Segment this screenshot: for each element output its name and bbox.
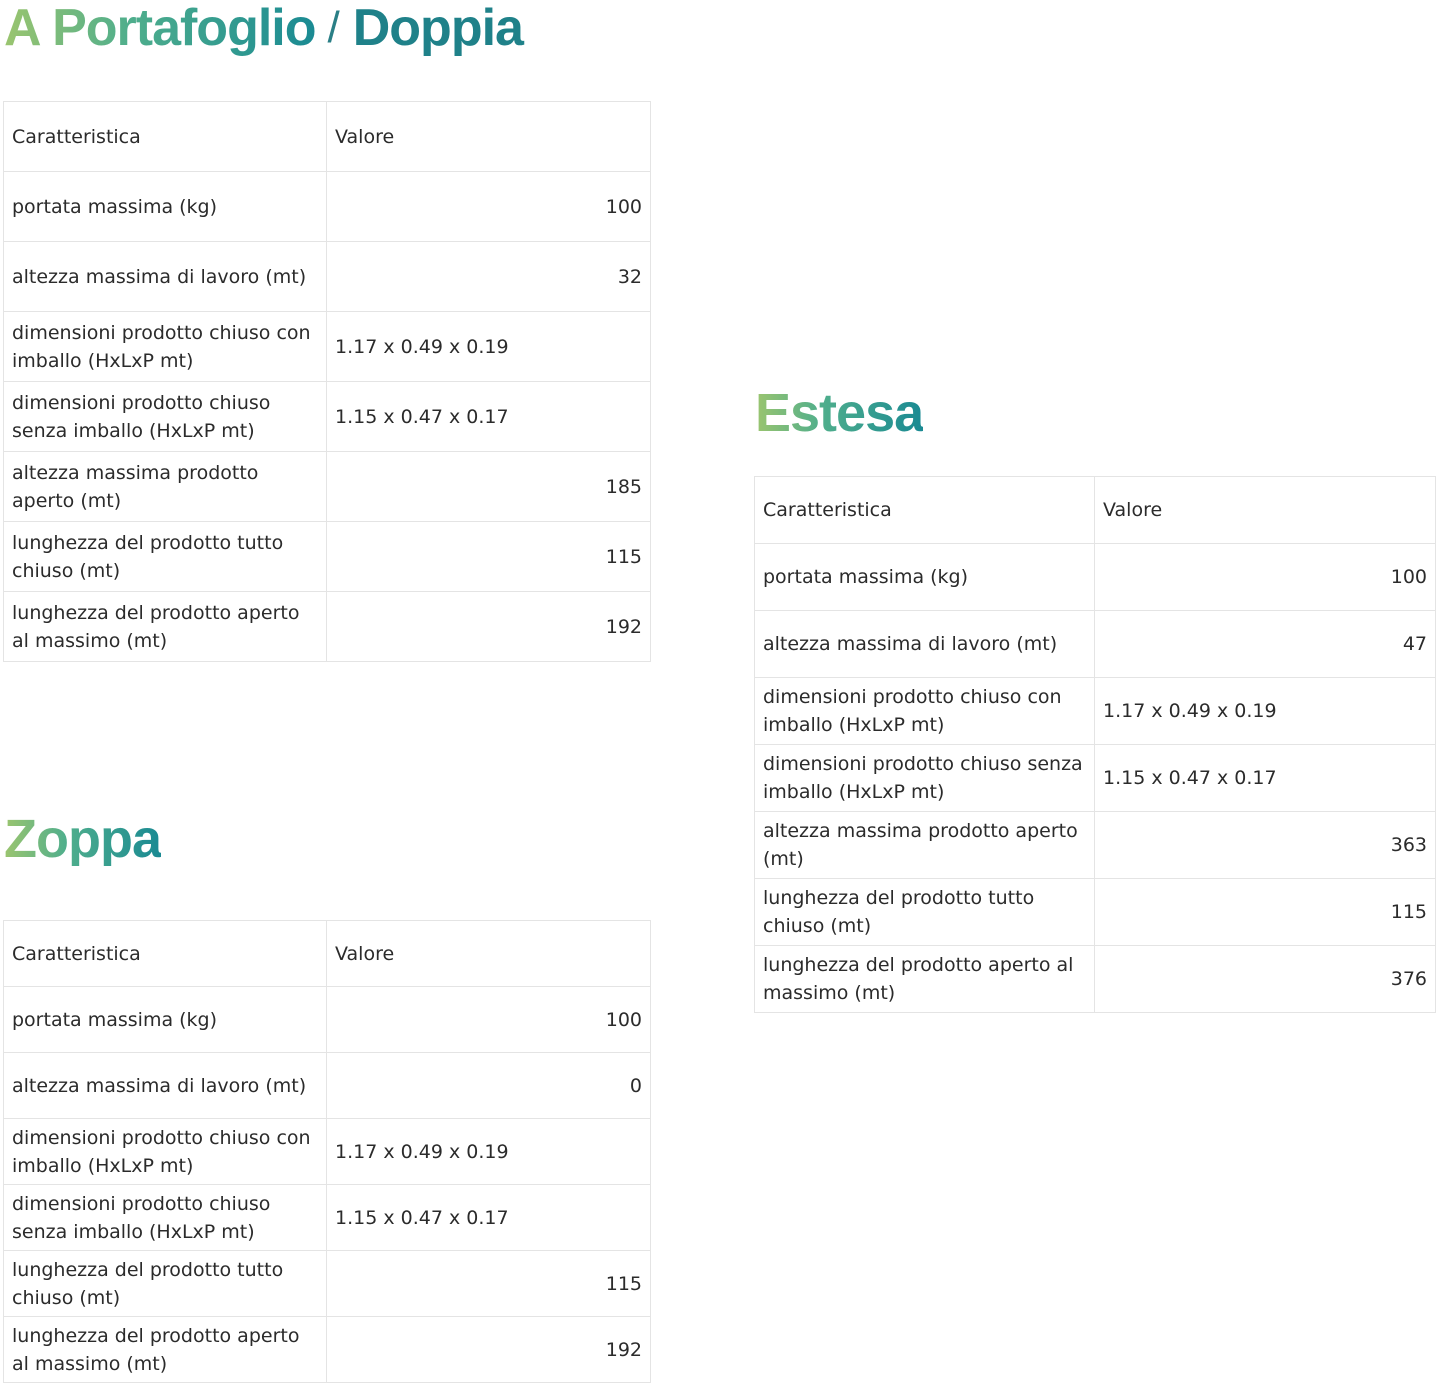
row-label: altezza massima prodotto aperto (mt) xyxy=(4,452,327,522)
table-row xyxy=(4,987,651,1053)
table-row xyxy=(4,1185,651,1251)
row-value: 0 xyxy=(327,1053,651,1119)
row-label: altezza massima di lavoro (mt) xyxy=(4,1053,327,1119)
section-title-zoppa: Zoppa xyxy=(4,809,161,869)
table-row xyxy=(4,452,651,522)
row-value: 1.17 x 0.49 x 0.19 xyxy=(327,1119,651,1185)
row-label: portata massima (kg) xyxy=(755,544,1095,611)
section-title-estesa: Estesa xyxy=(755,383,924,443)
row-label: lunghezza del prodotto aperto al massimo (mt) xyxy=(755,946,1095,1013)
row-value: 192 xyxy=(327,1317,651,1383)
row-label: dimensioni prodotto chiuso con imballo (HxLxP mt) xyxy=(4,312,327,382)
row-label: lunghezza del prodotto aperto al massimo (mt) xyxy=(4,1317,327,1383)
table-header-row xyxy=(755,477,1436,544)
spec-table-zoppa xyxy=(3,920,651,1383)
row-label: altezza massima di lavoro (mt) xyxy=(755,611,1095,678)
page-title xyxy=(4,0,523,57)
table-row xyxy=(755,611,1436,678)
row-value: 32 xyxy=(327,242,651,312)
row-label: altezza massima prodotto aperto (mt) xyxy=(755,812,1095,879)
row-value: 100 xyxy=(327,172,651,242)
row-value: 1.17 x 0.49 x 0.19 xyxy=(1095,678,1436,745)
row-value: 376 xyxy=(1095,946,1436,1013)
table-header-row xyxy=(4,102,651,172)
row-label: lunghezza del prodotto tutto chiuso (mt) xyxy=(4,522,327,592)
row-value: 115 xyxy=(1095,879,1436,946)
column-header-valore: Valore xyxy=(1095,477,1436,544)
page-title-prefix: A Portafoglio xyxy=(4,0,316,57)
row-value: 1.17 x 0.49 x 0.19 xyxy=(327,312,651,382)
table-row xyxy=(4,1119,651,1185)
table-header-row xyxy=(4,921,651,987)
row-label: dimensioni prodotto chiuso senza imballo (HxLxP mt) xyxy=(4,382,327,452)
row-label: lunghezza del prodotto tutto chiuso (mt) xyxy=(4,1251,327,1317)
column-header-valore: Valore xyxy=(327,921,651,987)
table-row xyxy=(755,946,1436,1013)
table-row xyxy=(4,382,651,452)
table-row xyxy=(4,592,651,662)
row-label: lunghezza del prodotto tutto chiuso (mt) xyxy=(755,879,1095,946)
spec-table-estesa xyxy=(754,476,1436,1013)
row-value: 100 xyxy=(1095,544,1436,611)
row-value: 115 xyxy=(327,522,651,592)
column-header-valore: Valore xyxy=(327,102,651,172)
row-value: 363 xyxy=(1095,812,1436,879)
row-value: 1.15 x 0.47 x 0.17 xyxy=(327,1185,651,1251)
column-header-caratteristica: Caratteristica xyxy=(4,921,327,987)
title-separator: / xyxy=(327,3,339,52)
table-row xyxy=(4,312,651,382)
table-row xyxy=(755,812,1436,879)
row-value: 1.15 x 0.47 x 0.17 xyxy=(327,382,651,452)
row-label: dimensioni prodotto chiuso senza imballo (HxLxP mt) xyxy=(4,1185,327,1251)
row-value: 1.15 x 0.47 x 0.17 xyxy=(1095,745,1436,812)
table-row xyxy=(755,544,1436,611)
row-value: 100 xyxy=(327,987,651,1053)
table-row xyxy=(4,1053,651,1119)
table-row xyxy=(755,678,1436,745)
table-row xyxy=(4,522,651,592)
row-label: altezza massima di lavoro (mt) xyxy=(4,242,327,312)
table-row xyxy=(4,172,651,242)
column-header-caratteristica: Caratteristica xyxy=(755,477,1095,544)
column-header-caratteristica: Caratteristica xyxy=(4,102,327,172)
row-value: 115 xyxy=(327,1251,651,1317)
row-label: dimensioni prodotto chiuso con imballo (HxLxP mt) xyxy=(755,678,1095,745)
table-row xyxy=(755,879,1436,946)
table-row xyxy=(4,1251,651,1317)
spec-table-doppia xyxy=(3,101,651,662)
section-title-doppia: Doppia xyxy=(352,0,523,57)
row-label: portata massima (kg) xyxy=(4,987,327,1053)
table-row xyxy=(755,745,1436,812)
table-row xyxy=(4,242,651,312)
row-label: portata massima (kg) xyxy=(4,172,327,242)
row-label: dimensioni prodotto chiuso senza imballo (HxLxP mt) xyxy=(755,745,1095,812)
row-label: dimensioni prodotto chiuso con imballo (HxLxP mt) xyxy=(4,1119,327,1185)
row-value: 192 xyxy=(327,592,651,662)
row-value: 47 xyxy=(1095,611,1436,678)
row-value: 185 xyxy=(327,452,651,522)
table-row xyxy=(4,1317,651,1383)
row-label: lunghezza del prodotto aperto al massimo (mt) xyxy=(4,592,327,662)
